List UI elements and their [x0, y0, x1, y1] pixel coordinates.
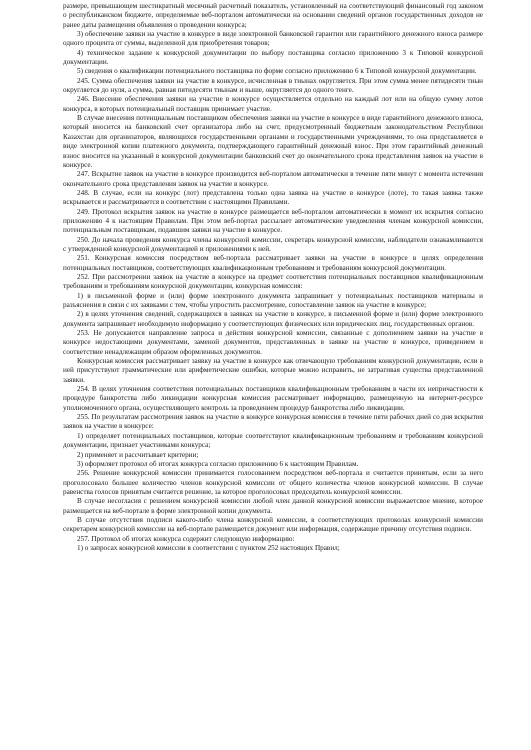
paragraph-257-item-1: 1) о запросах конкурсной комиссии в соответствии с пунктом 252 настоящих Правил;	[77, 543, 340, 552]
paragraph-item-4: 4) техническое задание к конкурсной документации по выбору поставщика согласно приложению 3 к Типовой конкурсной документации.	[63, 48, 483, 67]
paragraph-251: 251. Конкурсная комиссия посредством веб-портала рассматривает заявки на участие в конкурсе в целях определения потенциальных поставщиков, соответствующих квалификационным требованиям и требованиям конкурсной документации.	[63, 254, 483, 272]
paragraph-252-item-2: 2) в целях уточнения сведений, содержащихся в заявках на участие в конкурсе, в письменной форме и (или) форме электронного документа запрашивает необходимую информацию у соответствующих физических или юридических лиц, государственных органов.	[63, 310, 483, 328]
paragraph-255-item-3: 3) оформляет протокол об итогах конкурса согласно приложению 6 к настоящим Правилам.	[77, 459, 359, 468]
paragraph-246-deposit: В случае внесения потенциальным поставщиком обеспечения заявки на участие в конкурсе в виде гарантийного денежного взноса, который вносится на банковский счет организатора либо на счет, предусмотренный бюджетным законодательством Республики Казахстан для организаторов, являющихся государственными органами и государственными учреждениями, то она представляется в виде электронной копии платежного документа, подтверждающего гарантийный денежный взнос. При этом гарантийный денежный взнос вносится на указанный в конкурсной документации банковский счет до окончательного срока представления заявок на участие в конкурсе.	[63, 114, 483, 169]
paragraph-255-item-1: 1) определяет потенциальных поставщиков, которые соответствуют квалификационным требованиям и требованиям конкурсной документации, признает участниками конкурса;	[63, 431, 483, 450]
paragraph-249: 249. Протокол вскрытия заявок на участие в конкурсе размещается веб-порталом автоматически в момент их вскрытия согласно приложению 4 к настоящим Правилам. При этом веб-портал рассылает автоматические уведомления членам конкурсной комиссии, потенциальным поставщикам, подавшим заявки на участие в конкурсе.	[63, 207, 483, 235]
paragraph-245: 245. Сумма обеспечения заявки на участие в конкурсе, исчисленная в тиынах округляется. При этом сумма менее пятидесяти тиын округляется до нуля, а сумма, равная пятидесяти тиынам и выше, округляется до одного тенге.	[63, 76, 483, 95]
paragraph-253-errors: Конкурсная комиссия рассматривает заявку на участие в конкурсе как отвечающую требованиям конкурсной документации, если в ней присутствуют грамматические или арифметические ошибки, которые можно исправить, не затрагивая существа представленной заявки.	[63, 357, 483, 384]
paragraph-255: 255. По результатам рассмотрения заявок на участие в конкурсе конкурсная комиссия в течение пяти рабочих дней со дня вскрытия заявок на участие в конкурсе:	[63, 413, 483, 431]
paragraph-256: 256. Решение конкурсной комиссии принимается голосованием посредством веб-портала и считается принятым, если за него проголосовало большее количество членов конкурсной комиссии от общего количества членов конкурсной комиссии. В случае равенства голосов принятым считается решение, за которое проголосовал председатель конкурсной комиссии.	[63, 469, 483, 496]
paragraph-256-disagreement: В случае несогласия с решением конкурсной комиссии любой член данной конкурсной комиссии выражаетсвое мнение, которое размещается на веб-портале в форме электронной копии документа.	[63, 497, 483, 515]
paragraph-256-missing-signature: В случае отсутствия подписи какого-либо члена конкурсной комиссии, в соответствующих протоколах конкурсной комиссии секретарем конкурсной комиссии на веб-портале размещается документ или информация, содержащие причину отсутствия подписи.	[63, 515, 483, 534]
paragraph-255-item-2: 2) применяет и рассчитывает критерии;	[77, 450, 199, 459]
paragraph-item-3: 3) обеспечение заявки на участие в конкурсе в виде электронной банковской гарантии или гарантийного денежного взноса размере одного процента от суммы, выделенной для приобретения товаров;	[63, 30, 483, 48]
paragraph-252-item-1: 1) в письменной форме и (или) форме электронного документа запрашивает у потенциальных поставщиков материалы и разъяснения в связи с их заявками с тем, чтобы упростить рассмотрение, сопоставление заявок на участие в конкурсе;	[63, 291, 483, 309]
paragraph-247: 247. Вскрытие заявок на участие в конкурсе производится веб-порталом автоматически в течение пяти минут с момента истечения окончательного срока представления заявок на участие в конкурсе.	[63, 170, 483, 188]
paragraph-250: 250. До начала проведения конкурса члены конкурсной комиссии, секретарь конкурсной комиссии, наблюдатели ознакамливаются с утвержденной конкурсной документацией и приложениями к ней.	[63, 235, 483, 253]
paragraph-continuation: размере, превышающем шестикратный месячный расчетный показатель, установленный на соответствующий финансовый год законом о республиканском бюджете, определяемые веб-порталом автоматически на основании сведений органов государственных доходов не ранее даты размещения объявления о проведении конкурса;	[63, 2, 483, 29]
paragraph-252: 252. При рассмотрении заявок на участие в конкурсе на предмет соответствия потенциальных поставщиков квалификационным требованиям и требованиям конкурсной документации, конкурсная комиссия:	[63, 272, 483, 291]
paragraph-253: 253. Не допускаются направление запроса и действия конкурсной комиссии, связанные с дополнением заявки на участие в конкурсе недостающими документами, заменой документов, представленных в заявке на участие в конкурсе, приведением в соответствие ненадлежащим образом оформленных документов.	[63, 329, 483, 356]
paragraph-item-5: 5) сведения о квалификации потенциального поставщика по форме согласно приложению 6 к Типовой конкурсной документации.	[77, 67, 477, 76]
paragraph-248: 248. В случае, если на конкурс (лот) представлена только одна заявка на участие в конкурсе (лоте), то такая заявка также вскрывается и рассматривается в соответствии с настоящими Правилами.	[63, 188, 483, 207]
paragraph-246: 246. Внесение обеспечения заявки на участие в конкурсе осуществляется отдельно на каждый лот или на общую сумму лотов конкурса, в которых потенциальный поставщик принимает участие.	[63, 95, 483, 113]
paragraph-254: 254. В целях уточнения соответствия потенциальных поставщиков квалификационным требованиям в части их непричастности к процедуре банкротства либо ликвидации конкурсная комиссия рассматривает информацию, размещенную на интернет-ресурсе уполномоченного органа, осуществляющего контроль за проведением процедур банкротства либо ликвидации.	[63, 385, 483, 412]
paragraph-257: 257. Протокол об итогах конкурса содержит следующую информацию:	[77, 534, 295, 543]
